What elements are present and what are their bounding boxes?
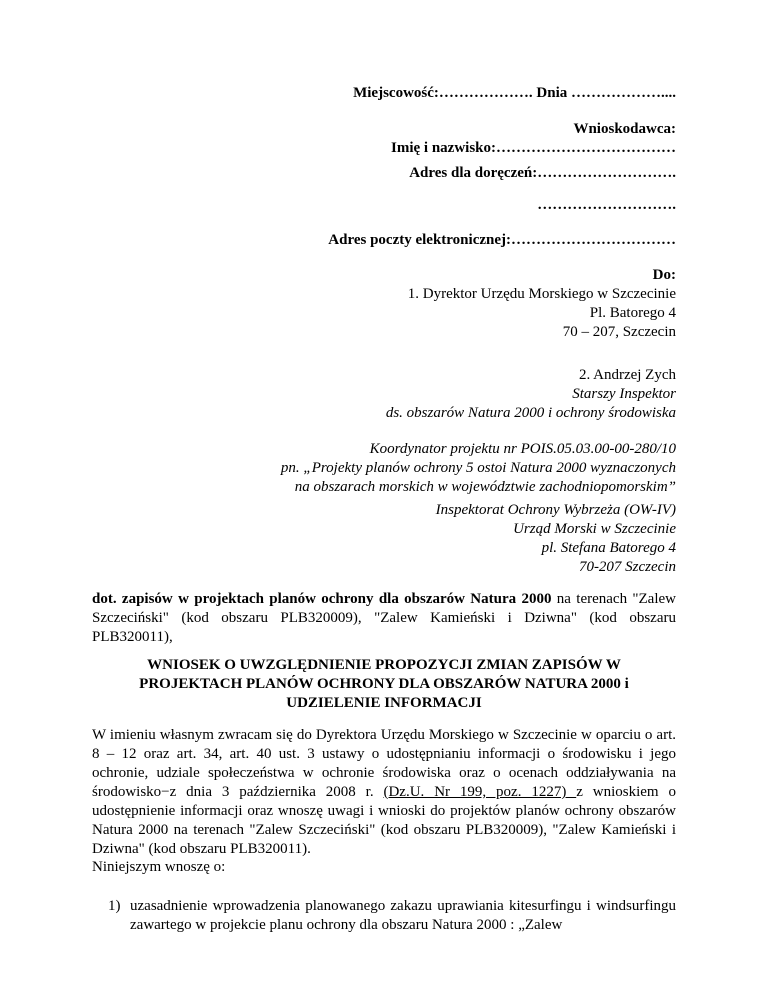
- recipient-2-position: Starszy Inspektor: [572, 386, 676, 402]
- inspectorate-line-3: pl. Stefana Batorego 4: [541, 540, 676, 556]
- journal-of-laws-link[interactable]: (Dz.U. Nr 199, poz. 1227): [383, 784, 577, 800]
- subject-bold: dot. zapisów w projektach planów ochrony dla obszarów Natura 2000: [92, 591, 552, 607]
- title-line-2: PROJEKTACH PLANÓW OCHRONY DLA OBSZARÓW NATURA 2000 i: [139, 676, 629, 692]
- inspectorate-line-1: Inspektorat Ochrony Wybrzeża (OW-IV): [435, 502, 676, 518]
- inspectorate-line-2: Urząd Morski w Szczecinie: [513, 521, 676, 537]
- body-paragraph-1: [92, 726, 676, 859]
- coordinator-line-2: pn. „Projekty planów ochrony 5 ostoi Natura 2000 wyznaczonych: [280, 460, 676, 476]
- list-item-number: 1): [108, 898, 121, 914]
- list-item-text: uzasadnienie wprowadzenia planowanego zakazu uprawiania kitesurfingu i windsurfingu zawartego w projekcie planu ochrony dla obszaru Natura 2000 : „Zalew: [130, 898, 676, 933]
- para1-text-a: W imieniu własnym zwracam się do Dyrektora Urzędu Morskiego w Szczecinie w oparciu o art. 8 – 12 oraz art. 34, art. 40 ust. 3 ustawy o udostępnianiu informacji o środowisku i jego ochronie, udziale społeczeństwa w ochronie środowiska oraz o ocenach oddziaływania na środowisko−z dnia 3 października 2008 r.: [92, 727, 676, 800]
- title-line-1: WNIOSEK O UWZGLĘDNIENIE PROPOZYCJI ZMIAN ZAPISÓW W: [147, 657, 621, 673]
- list-item: [108, 897, 676, 935]
- para1-text-b: z wnioskiem o udostępnienie informacji oraz wnoszę uwagi i wnioski do projektów planów ochrony obszarów Natura 2000 na terenach "Zalew Szczeciński" (kod obszaru PLB320009), "Zalew Kamieński i Dziwna" (kod obszaru PLB320011).: [92, 784, 676, 857]
- subject-paragraph: [92, 590, 676, 647]
- applicant-label: Wnioskodawca:: [573, 121, 676, 137]
- recipient-1-street: Pl. Batorego 4: [589, 305, 676, 321]
- address-line-2: ……………………….: [537, 197, 676, 213]
- title-line-3: UDZIELENIE INFORMACJI: [286, 695, 482, 711]
- recipient-2-name: 2. Andrzej Zych: [578, 367, 676, 383]
- intro-line: Niniejszym wnoszę o:: [92, 859, 226, 875]
- recipient-1-city: 70 – 207, Szczecin: [562, 324, 676, 340]
- recipient-1-name: 1. Dyrektor Urzędu Morskiego w Szczecinie: [407, 286, 676, 302]
- email-line: Adres poczty elektronicznej:……………………………: [328, 232, 676, 248]
- coordinator-line-1: Koordynator projektu nr POIS.05.03.00-00-280/10: [369, 441, 676, 457]
- inspectorate-line-4: 70-207 Szczecin: [578, 559, 676, 575]
- coordinator-line-3: na obszarach morskich w województwie zachodniopomorskim”: [294, 479, 676, 495]
- address-line: Adres dla doręczeń:……………………….: [409, 165, 676, 181]
- name-line: Imię i nazwisko:………………………………: [391, 140, 676, 156]
- place-date-line: Miejscowość:………………. Dnia ………………....: [353, 85, 676, 101]
- recipient-2-department: ds. obszarów Natura 2000 i ochrony środowiska: [385, 405, 676, 421]
- document-title: [92, 656, 676, 713]
- to-label: Do:: [652, 267, 676, 283]
- subject-rest: na terenach "Zalew Szczeciński" (kod obszaru PLB320009), "Zalew Kamieński i Dziwna" (kod obszaru PLB320011),: [92, 591, 676, 645]
